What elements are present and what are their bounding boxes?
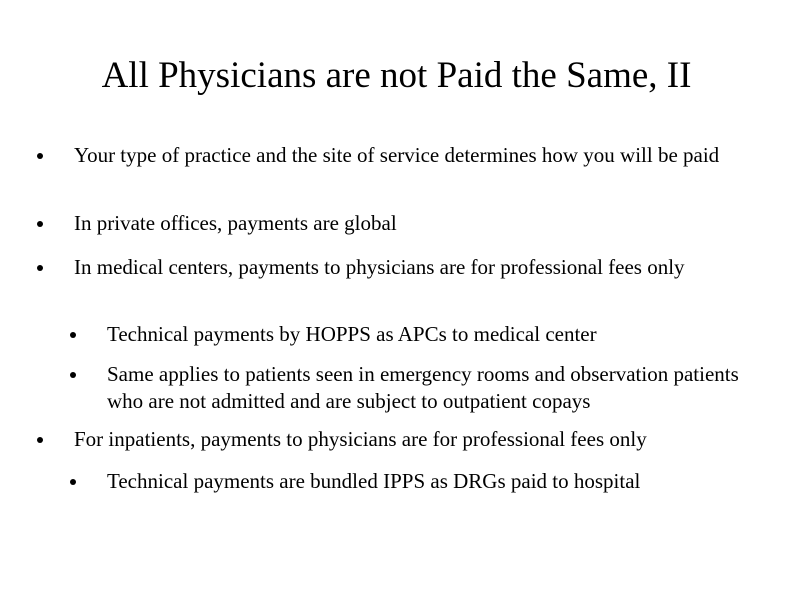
bullet-dot-icon bbox=[37, 221, 43, 227]
sub-bullet-item bbox=[107, 321, 767, 348]
bullet-dot-icon bbox=[70, 479, 76, 485]
bullet-dot-icon bbox=[37, 265, 43, 271]
bullet-dot-icon bbox=[70, 372, 76, 378]
bullet-text: In medical centers, payments to physicians are for professional fees only bbox=[74, 255, 685, 279]
bullet-item bbox=[74, 254, 754, 281]
bullet-dot-icon bbox=[37, 437, 43, 443]
bullet-item bbox=[74, 142, 754, 169]
bullet-text: In private offices, payments are global bbox=[74, 211, 397, 235]
bullet-text: Same applies to patients seen in emergency rooms and observation patients who are not admitted and are subject to outpatient copays bbox=[107, 362, 739, 413]
bullet-dot-icon bbox=[70, 332, 76, 338]
bullet-text: Technical payments are bundled IPPS as DRGs paid to hospital bbox=[107, 469, 641, 493]
sub-bullet-item bbox=[107, 361, 767, 415]
sub-bullet-item bbox=[107, 468, 767, 495]
bullet-text: For inpatients, payments to physicians are for professional fees only bbox=[74, 427, 647, 451]
slide-title: All Physicians are not Paid the Same, II bbox=[101, 55, 692, 96]
bullet-item bbox=[74, 426, 764, 453]
bullet-dot-icon bbox=[37, 153, 43, 159]
bullet-text: Technical payments by HOPPS as APCs to medical center bbox=[107, 322, 597, 346]
bullet-text: Your type of practice and the site of service determines how you will be paid bbox=[74, 143, 720, 167]
bullet-item bbox=[74, 210, 754, 237]
